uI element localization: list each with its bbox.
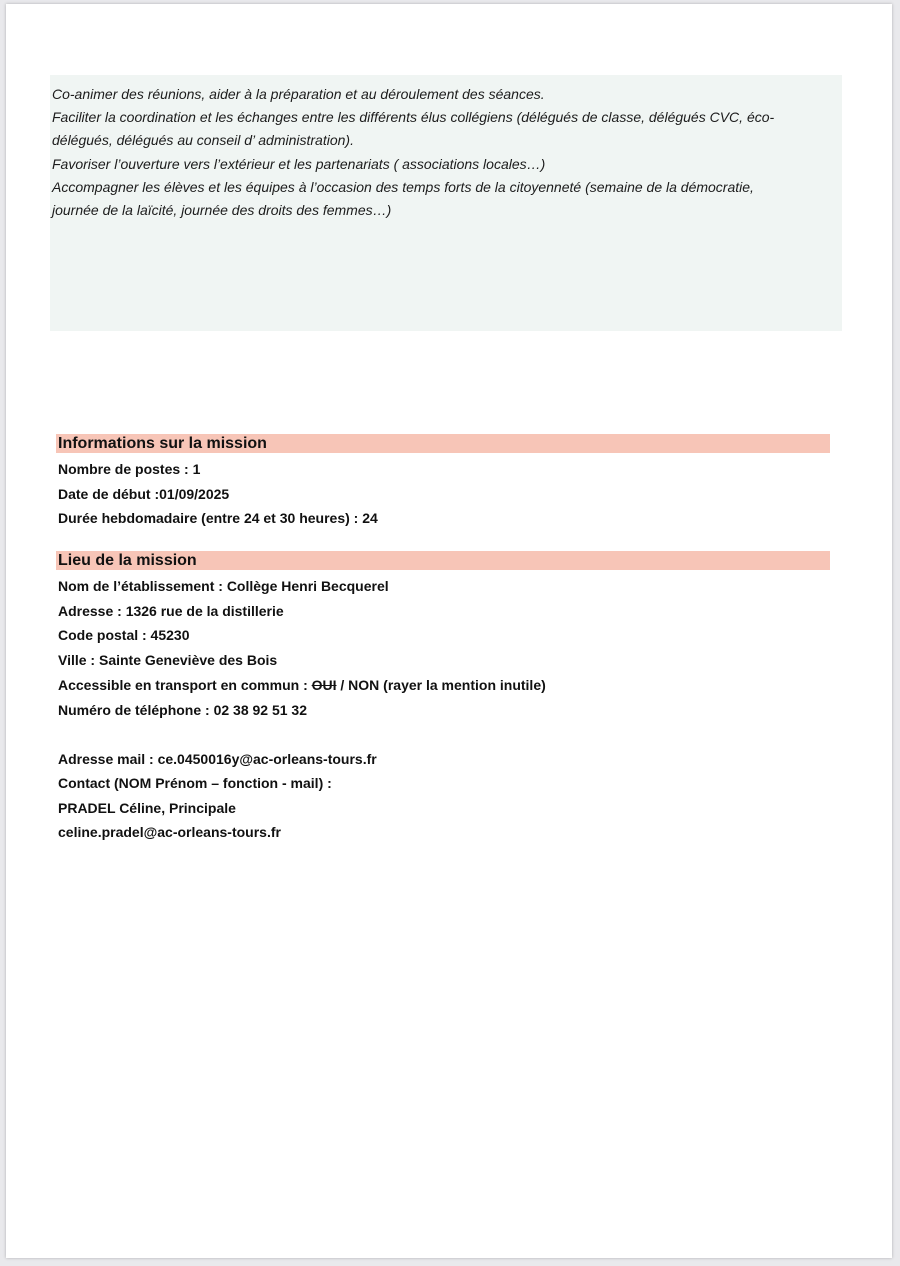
description-line-3: délégués, délégués au conseil d’ administration). [52, 132, 354, 148]
contact-mail: celine.pradel@ac-orleans-tours.fr [58, 824, 281, 840]
transport-prefix: Accessible en transport en commun : [58, 677, 312, 693]
transport-suffix: / NON (rayer la mention inutile) [336, 677, 546, 693]
contact-name: PRADEL Céline, Principale [58, 800, 236, 816]
date-debut: Date de début :01/09/2025 [58, 486, 230, 502]
adresse-mail: Adresse mail : ce.0450016y@ac-orleans-tours.fr [58, 751, 377, 767]
nom-etablissement: Nom de l’établissement : Collège Henri Becquerel [58, 578, 389, 594]
description-line-2: Faciliter la coordination et les échanges entre les différents élus collégiens (délégués de classe, délégués CVC, éco- [52, 109, 775, 125]
telephone: Numéro de téléphone : 02 38 92 51 32 [58, 702, 307, 718]
document-page [6, 4, 892, 1258]
description-line-6: journée de la laïcité, journée des droits des femmes…) [52, 202, 392, 218]
code-postal: Code postal : 45230 [58, 627, 190, 643]
section-header-mission-info: Informations sur la mission [56, 434, 830, 453]
section-header-mission-place: Lieu de la mission [56, 551, 830, 570]
transport-struck-option: OUI [311, 677, 337, 693]
description-line-5: Accompagner les élèves et les équipes à l’occasion des temps forts de la citoyenneté (semaine de la démocratie, [52, 179, 754, 195]
description-line-4: Favoriser l’ouverture vers l’extérieur et les partenariats ( associations locales…) [52, 156, 546, 172]
transport-commun [58, 676, 546, 694]
nombre-postes: Nombre de postes : 1 [58, 461, 201, 477]
description-line-1: Co-animer des réunions, aider à la préparation et au déroulement des séances. [52, 86, 545, 102]
contact-label: Contact (NOM Prénom – fonction - mail) : [58, 775, 332, 791]
ville: Ville : Sainte Geneviève des Bois [58, 652, 278, 668]
adresse: Adresse : 1326 rue de la distillerie [58, 603, 284, 619]
mission-description-box [50, 75, 842, 331]
duree-hebdomadaire: Durée hebdomadaire (entre 24 et 30 heures) : 24 [58, 510, 378, 526]
